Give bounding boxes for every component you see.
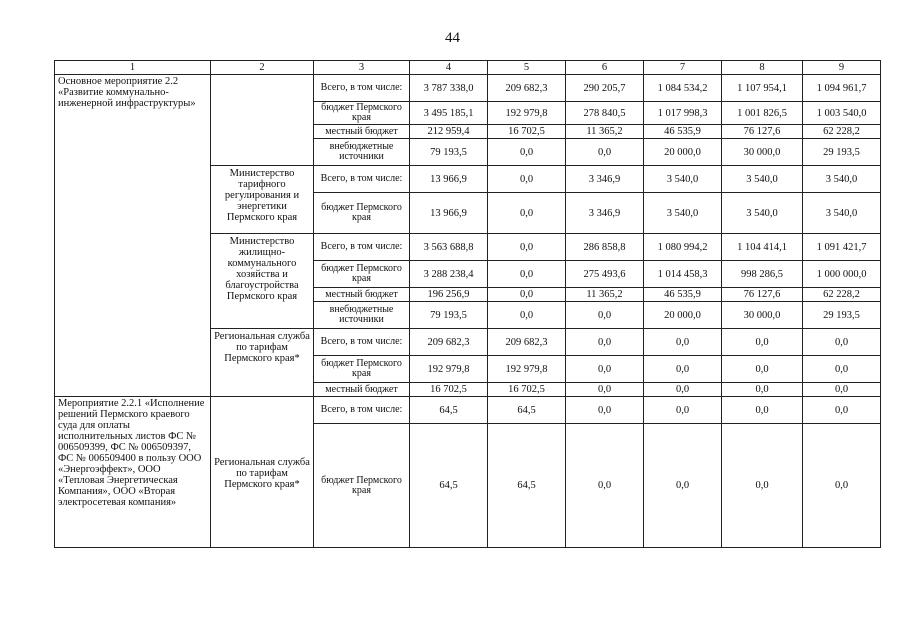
amount-year-3: 0,0	[566, 329, 644, 356]
amount-year-4: 3 540,0	[644, 193, 722, 234]
amount-year-2: 64,5	[488, 397, 566, 424]
amount-year-2: 64,5	[488, 424, 566, 548]
funding-source: местный бюджет	[314, 288, 410, 302]
amount-year-3: 0,0	[566, 302, 644, 329]
amount-year-5: 76 127,6	[722, 125, 803, 139]
amount-year-2: 0,0	[488, 139, 566, 166]
amount-year-5: 0,0	[722, 397, 803, 424]
amount-year-1: 192 979,8	[410, 356, 488, 383]
amount-year-4: 0,0	[644, 424, 722, 548]
page-number: 44	[445, 30, 460, 46]
column-header-1: 1	[55, 61, 211, 75]
org-regional-tariff-service: Региональная служба по тарифам Пермского края*	[211, 329, 314, 397]
amount-year-2: 0,0	[488, 261, 566, 288]
amount-year-4: 3 540,0	[644, 166, 722, 193]
funding-source: Всего, в том числе:	[314, 75, 410, 102]
amount-year-5: 0,0	[722, 329, 803, 356]
amount-year-4: 1 084 534,2	[644, 75, 722, 102]
amount-year-3: 286 858,8	[566, 234, 644, 261]
activity-name: Мероприятие 2.2.1 «Исполнение решений Пермского краевого суда для оплаты исполнительных листов ФС № 006509399, ФС № 006509397, ФС № 006509400 в пользу ООО «Энергоэффект», ООО «Тепловая Энергетическая Компания», ООО «Вторая электросетевая компания»	[55, 397, 211, 548]
funding-source: Всего, в том числе:	[314, 234, 410, 261]
amount-year-6: 0,0	[803, 356, 881, 383]
column-header-2: 2	[211, 61, 314, 75]
column-header-7: 7	[644, 61, 722, 75]
amount-year-6: 62 228,2	[803, 125, 881, 139]
amount-year-5: 30 000,0	[722, 139, 803, 166]
column-header-8: 8	[722, 61, 803, 75]
amount-year-3: 11 365,2	[566, 288, 644, 302]
amount-year-2: 16 702,5	[488, 383, 566, 397]
table-row	[55, 75, 881, 102]
amount-year-4: 1 080 994,2	[644, 234, 722, 261]
amount-year-5: 3 540,0	[722, 193, 803, 234]
amount-year-3: 0,0	[566, 383, 644, 397]
amount-year-6: 3 540,0	[803, 166, 881, 193]
amount-year-1: 79 193,5	[410, 139, 488, 166]
amount-year-5: 0,0	[722, 424, 803, 548]
amount-year-6: 0,0	[803, 329, 881, 356]
funding-source: внебюджетные источники	[314, 139, 410, 166]
amount-year-6: 62 228,2	[803, 288, 881, 302]
amount-year-3: 290 205,7	[566, 75, 644, 102]
amount-year-1: 212 959,4	[410, 125, 488, 139]
amount-year-1: 3 288 238,4	[410, 261, 488, 288]
amount-year-3: 3 346,9	[566, 193, 644, 234]
amount-year-3: 11 365,2	[566, 125, 644, 139]
funding-source: местный бюджет	[314, 383, 410, 397]
amount-year-1: 209 682,3	[410, 329, 488, 356]
amount-year-4: 46 535,9	[644, 288, 722, 302]
amount-year-1: 79 193,5	[410, 302, 488, 329]
table-row	[55, 397, 881, 424]
amount-year-6: 1 094 961,7	[803, 75, 881, 102]
budget-table	[54, 60, 881, 548]
amount-year-2: 0,0	[488, 234, 566, 261]
activity-name: Основное мероприятие 2.2 «Развитие коммунально-инженерной инфраструктуры»	[55, 75, 211, 397]
amount-year-2: 0,0	[488, 166, 566, 193]
funding-source: бюджет Пермского края	[314, 193, 410, 234]
amount-year-5: 76 127,6	[722, 288, 803, 302]
amount-year-5: 1 001 826,5	[722, 102, 803, 125]
amount-year-4: 0,0	[644, 383, 722, 397]
amount-year-5: 3 540,0	[722, 166, 803, 193]
amount-year-4: 20 000,0	[644, 139, 722, 166]
funding-source: бюджет Пермского края	[314, 261, 410, 288]
amount-year-5: 1 107 954,1	[722, 75, 803, 102]
amount-year-4: 0,0	[644, 329, 722, 356]
funding-source: бюджет Пермского края	[314, 102, 410, 125]
funding-source: бюджет Пермского края	[314, 424, 410, 548]
amount-year-6: 29 193,5	[803, 139, 881, 166]
column-header-5: 5	[488, 61, 566, 75]
amount-year-1: 3 787 338,0	[410, 75, 488, 102]
amount-year-1: 64,5	[410, 397, 488, 424]
amount-year-1: 3 495 185,1	[410, 102, 488, 125]
column-header-3: 3	[314, 61, 410, 75]
amount-year-2: 0,0	[488, 193, 566, 234]
amount-year-3: 275 493,6	[566, 261, 644, 288]
amount-year-4: 1 014 458,3	[644, 261, 722, 288]
amount-year-1: 16 702,5	[410, 383, 488, 397]
amount-year-3: 3 346,9	[566, 166, 644, 193]
funding-source: местный бюджет	[314, 125, 410, 139]
org-ministry-housing: Министерство жилищно-коммунального хозяйства и благоустройства Пермского края	[211, 234, 314, 329]
amount-year-2: 209 682,3	[488, 75, 566, 102]
amount-year-6: 1 000 000,0	[803, 261, 881, 288]
header-row	[55, 61, 881, 75]
org-ministry-tariff: Министерство тарифного регулирования и энергетики Пермского края	[211, 166, 314, 234]
amount-year-5: 1 104 414,1	[722, 234, 803, 261]
org-name	[211, 75, 314, 166]
amount-year-4: 1 017 998,3	[644, 102, 722, 125]
amount-year-3: 0,0	[566, 139, 644, 166]
amount-year-2: 209 682,3	[488, 329, 566, 356]
funding-source: Всего, в том числе:	[314, 329, 410, 356]
amount-year-5: 30 000,0	[722, 302, 803, 329]
amount-year-6: 29 193,5	[803, 302, 881, 329]
amount-year-1: 64,5	[410, 424, 488, 548]
amount-year-6: 0,0	[803, 397, 881, 424]
amount-year-5: 0,0	[722, 356, 803, 383]
amount-year-4: 0,0	[644, 356, 722, 383]
amount-year-1: 196 256,9	[410, 288, 488, 302]
amount-year-5: 998 286,5	[722, 261, 803, 288]
amount-year-4: 46 535,9	[644, 125, 722, 139]
amount-year-6: 0,0	[803, 383, 881, 397]
amount-year-3: 278 840,5	[566, 102, 644, 125]
funding-source: внебюджетные источники	[314, 302, 410, 329]
amount-year-3: 0,0	[566, 397, 644, 424]
amount-year-6: 1 091 421,7	[803, 234, 881, 261]
amount-year-2: 192 979,8	[488, 102, 566, 125]
amount-year-1: 13 966,9	[410, 193, 488, 234]
amount-year-2: 0,0	[488, 288, 566, 302]
funding-source: бюджет Пермского края	[314, 356, 410, 383]
funding-source: Всего, в том числе:	[314, 397, 410, 424]
column-header-6: 6	[566, 61, 644, 75]
org-regional-tariff-service: Региональная служба по тарифам Пермского края*	[211, 397, 314, 548]
amount-year-6: 1 003 540,0	[803, 102, 881, 125]
amount-year-1: 13 966,9	[410, 166, 488, 193]
funding-source: Всего, в том числе:	[314, 166, 410, 193]
amount-year-4: 20 000,0	[644, 302, 722, 329]
amount-year-6: 0,0	[803, 424, 881, 548]
amount-year-3: 0,0	[566, 424, 644, 548]
amount-year-5: 0,0	[722, 383, 803, 397]
amount-year-3: 0,0	[566, 356, 644, 383]
amount-year-2: 16 702,5	[488, 125, 566, 139]
amount-year-2: 192 979,8	[488, 356, 566, 383]
amount-year-1: 3 563 688,8	[410, 234, 488, 261]
column-header-9: 9	[803, 61, 881, 75]
column-header-4: 4	[410, 61, 488, 75]
amount-year-6: 3 540,0	[803, 193, 881, 234]
amount-year-2: 0,0	[488, 302, 566, 329]
amount-year-4: 0,0	[644, 397, 722, 424]
